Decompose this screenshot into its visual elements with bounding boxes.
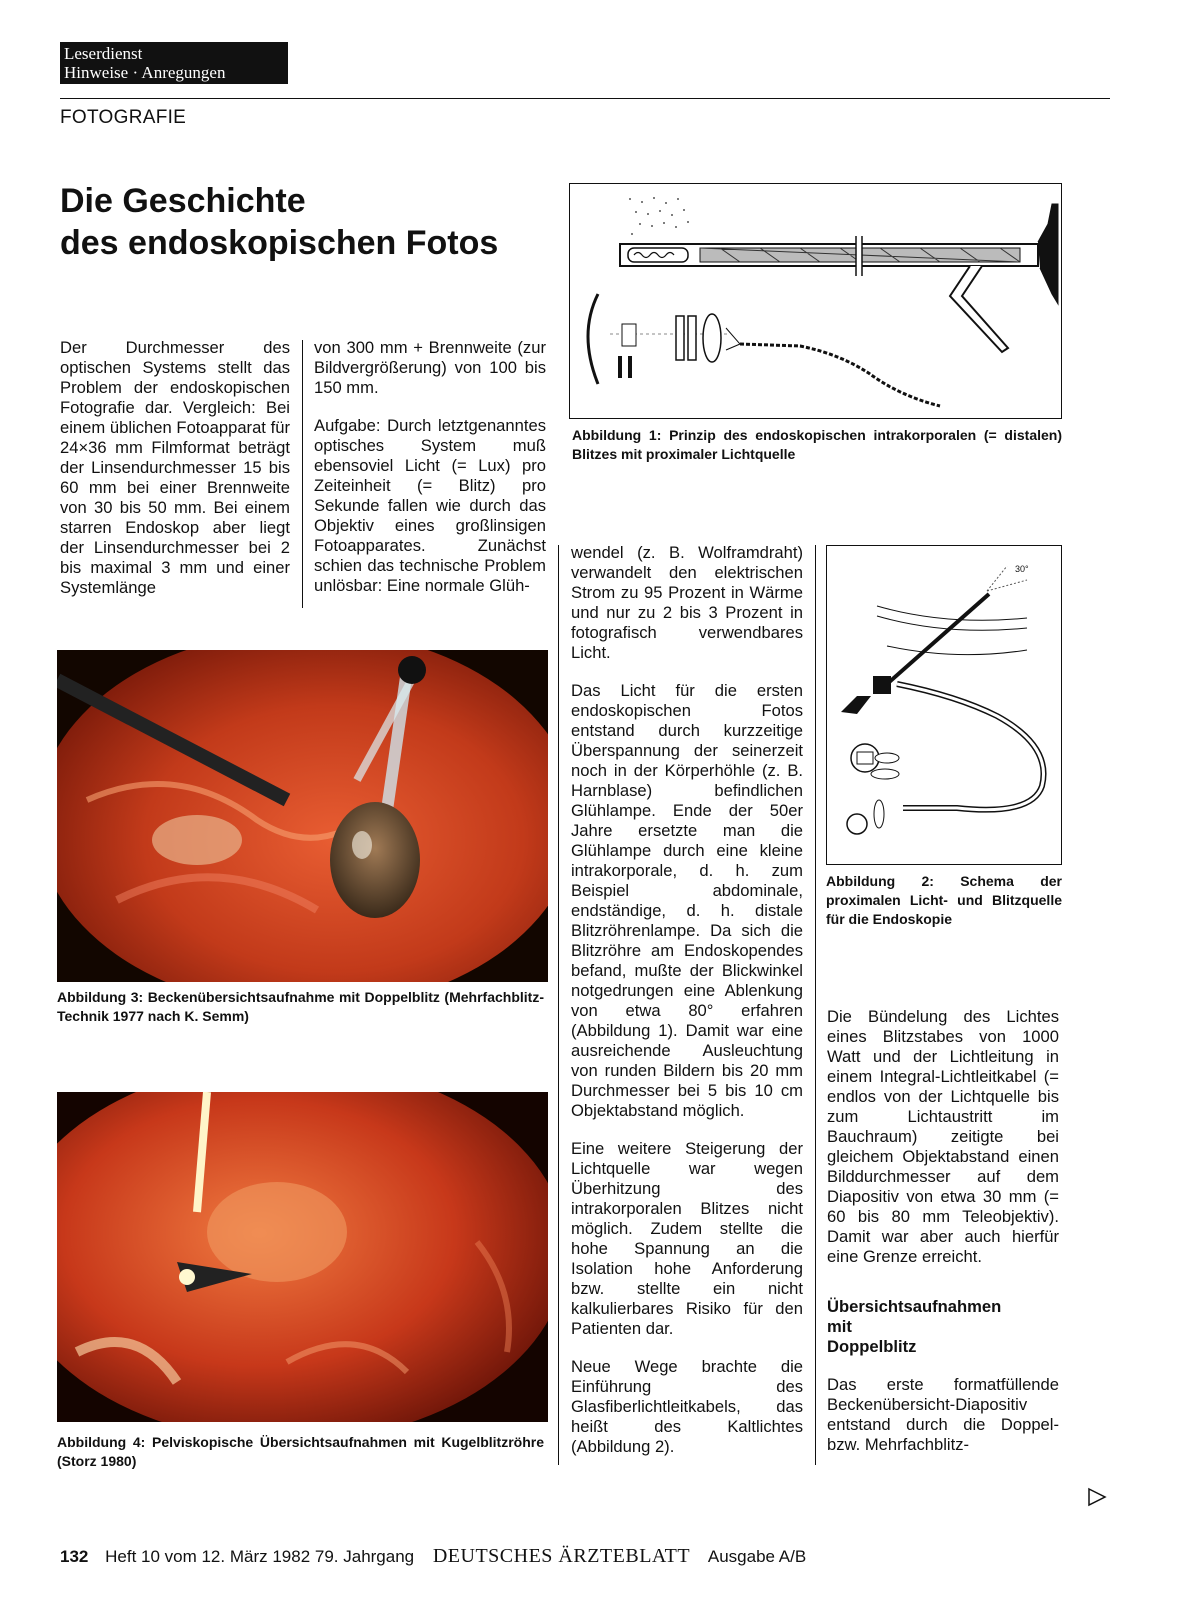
page-footer	[60, 1545, 806, 1568]
figure-4-caption: Abbildung 4: Pelviskopische Übersichtsaufnahmen mit Kugelblitzröhre (Storz 1980)	[57, 1434, 544, 1469]
page-number: 132	[60, 1547, 89, 1566]
text-column-3	[571, 543, 803, 1475]
fig2-angle-label: 30°	[1015, 564, 1029, 574]
col3-paragraph-4: Neue Wege brachte die Einführung des Glasfiberlichtleitkabels, das heißt des Kaltlichtes (Abbildung 2).	[571, 1357, 803, 1456]
col1-paragraph-1: Der Durchmesser des optischen Systems stellt das Problem der endoskopischen Fotografie dar. Vergleich: Bei einem üblichen Fotoapparat für 24×36 mm Filmformat beträgt der Linsendurchmesser 15 bis 60 mm bei einer Brennweite von 30 bis 50 mm. Bei einem starren Endoskop aber liegt der Linsendurchmesser bei 2 bis maximal 3 mm und einer Systemlänge	[60, 338, 290, 597]
figure-3-caption: Abbildung 3: Beckenübersichtsaufnahme mit Doppelblitz (Mehrfachblitz-Technik 1977 nach K. Semm)	[57, 989, 544, 1024]
column-divider-4	[815, 545, 816, 1465]
section-label: FOTOGRAFIE	[60, 107, 187, 128]
figure-4-photo	[57, 1092, 548, 1422]
figure-2-caption: Abbildung 2: Schema der proximalen Licht- und Blitzquelle für die Endoskopie	[826, 873, 1062, 927]
issue-info: Heft 10 vom 12. März 1982 79. Jahrgang	[105, 1547, 415, 1566]
col4-paragraph-1: Die Bündelung des Lichtes eines Blitzstabes von 1000 Watt und der Lichtleitung in einem Integral-Lichtleitkabel (= endlos von der Lichtquelle bis zum Lichtaustritt im Bauchraum) zeitigte bei gleichem Objektabstand einen Bilddurchmesser auf dem Diapositiv von etwa 30 mm (= 60 bis 80 mm Teleobjektiv). Damit war aber auch hierfür eine Grenze erreicht.	[827, 1007, 1059, 1266]
text-column-2	[314, 338, 546, 614]
light-source-schema	[827, 546, 1060, 863]
figure-1-diagram	[569, 183, 1062, 419]
col3-paragraph-1: wendel (z. B. Wolframdraht) verwandelt den elektrischen Strom zu 95 Prozent in Wärme und nur zu 2 bis 3 Prozent in fotografisch verwendbares Licht.	[571, 543, 803, 662]
col3-paragraph-2: Das Licht für die ersten endoskopischen Fotos entstand durch kurzzeitige Überspannung der seinerzeit noch in der Körperhöhle (z. B. Harnblase) befindlichen Glühlampe. Ende der 50er Jahre ersetzte man die Glühlampe durch eine kleine intrakorporale, d. h. zum Beispiel abdominale, endständige, d. h. distale Blitzröhrenlampe. Da sich die Blitzröhre am Endoskopendes befand, mußte der Blickwinkel notgedrungen eine Ablenkung von etwa 80° erfahren (Abbildung 1). Damit war eine ausreichende Ausleuchtung von runden Bildern bis 20 mm Durchmesser bei 5 bis 10 cm Objektabstand möglich.	[571, 681, 803, 1120]
subheading	[827, 1297, 1059, 1357]
header-rule	[60, 98, 1110, 99]
article-title	[60, 180, 580, 264]
title-line-1: Die Geschichte	[60, 182, 306, 220]
leserdienst-badge	[60, 42, 288, 84]
badge-line-2: Hinweise · Anregungen	[64, 63, 226, 82]
col2-paragraph-2: Aufgabe: Durch letztgenanntes optisches System muß ebensoviel Licht (= Lux) pro Zeiteinheit (= Blitz) pro Sekunde fallen wie durch das Objektiv eines großlinsigen Fotoapparates. Zunächst schien das technische Problem unlösbar: Eine normale Glüh-	[314, 416, 546, 595]
continue-arrow-icon	[1087, 1487, 1107, 1512]
endoscope-flash-diagram	[570, 184, 1060, 417]
figure-1-caption: Abbildung 1: Prinzip des endoskopischen intrakorporalen (= distalen) Blitzes mit proximaler Lichtquelle	[572, 427, 1062, 462]
subhead-line-3: Doppelblitz	[827, 1337, 917, 1356]
figure-2-diagram	[826, 545, 1062, 865]
title-line-2: des endoskopischen Fotos	[60, 224, 499, 262]
subhead-line-2: mit	[827, 1317, 852, 1336]
pelvic-overview-image	[57, 650, 548, 982]
text-column-1	[60, 338, 290, 616]
col2-paragraph-1: von 300 mm + Brennweite (zur Bildvergrößerung) von 100 bis 150 mm.	[314, 338, 546, 397]
subhead-line-1: Übersichtsaufnahmen	[827, 1297, 1002, 1316]
figure-3-photo	[57, 650, 548, 982]
text-column-4	[827, 1007, 1059, 1473]
magazine-name: DEUTSCHES ÄRZTEBLATT	[432, 1545, 691, 1567]
column-divider-3	[558, 545, 559, 1465]
pelviscopic-image	[57, 1092, 548, 1422]
column-divider-1	[302, 340, 303, 608]
col3-paragraph-3: Eine weitere Steigerung der Lichtquelle war wegen Überhitzung des intrakorporalen Blitzes nicht möglich. Zudem stellte die hohe Spannung an die Isolation hohe Anforderung bzw. stellte ein nicht kalkulierbares Risiko für den Patienten dar.	[571, 1139, 803, 1338]
edition-info: Ausgabe A/B	[707, 1547, 807, 1566]
col4-paragraph-2: Das erste formatfüllende Beckenübersicht-Diapositiv entstand durch die Doppel- bzw. Mehrfachblitz-	[827, 1375, 1059, 1454]
badge-line-1: Leserdienst	[64, 44, 143, 63]
